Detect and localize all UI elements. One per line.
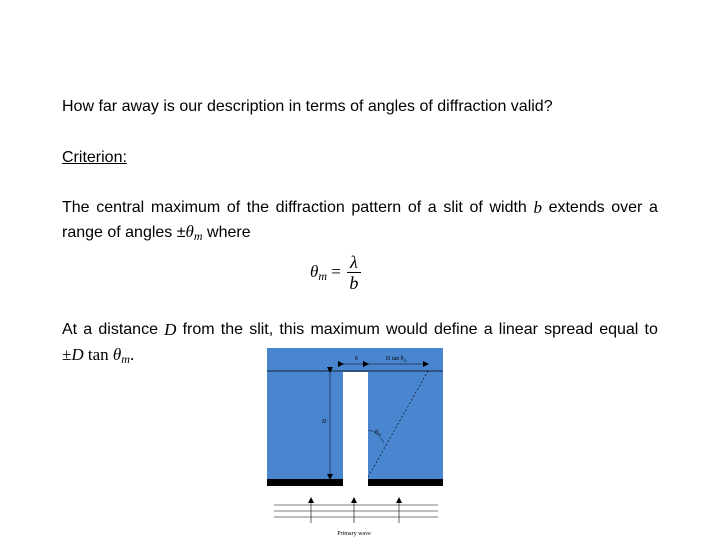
- word: the: [246, 199, 270, 216]
- word: At: [62, 321, 78, 338]
- slit-opening: [343, 372, 368, 486]
- subscript-m: m: [121, 352, 130, 366]
- word: width: [489, 199, 527, 216]
- label-theta: $\theta_m$: [375, 430, 381, 437]
- word: define: [433, 321, 478, 338]
- fraction: [347, 253, 361, 292]
- label-D-tan-theta: D $\tan \theta_m$: [386, 356, 407, 363]
- subscript-m: m: [318, 269, 328, 283]
- caption-primary-wave: Primary wave: [337, 531, 371, 537]
- paragraph-2-line-2: [62, 343, 134, 368]
- theta-symbol: θ: [310, 262, 319, 281]
- word: extends: [548, 199, 605, 216]
- word: pattern: [351, 199, 402, 216]
- word: slit,: [249, 321, 274, 338]
- tan-function: tan: [83, 345, 113, 364]
- word: of: [469, 199, 483, 216]
- barrier-right: [368, 479, 443, 486]
- criterion-heading: Criterion:: [62, 149, 127, 166]
- period: .: [129, 345, 135, 364]
- equation-lhs: [310, 262, 341, 282]
- label-b: b: [355, 356, 358, 362]
- word: the: [220, 321, 244, 338]
- text-fragment: range of angles ±: [62, 224, 186, 241]
- word: central: [96, 199, 145, 216]
- label-D: D: [322, 419, 327, 425]
- word: equal: [599, 321, 639, 338]
- word: distance: [98, 321, 158, 338]
- single-slit-diagram: [266, 347, 446, 540]
- word: diffraction: [275, 199, 345, 216]
- word: a: [483, 321, 493, 338]
- text-fragment: where: [202, 224, 251, 241]
- paragraph-2-line-1: [62, 318, 658, 342]
- word: a: [83, 321, 93, 338]
- theta-symbol: θ: [112, 345, 122, 364]
- denominator-b: b: [349, 272, 359, 293]
- word: over: [611, 199, 643, 216]
- word: a: [427, 199, 437, 216]
- word: The: [62, 199, 90, 216]
- math-variable-D: D: [71, 345, 84, 364]
- word: slit: [443, 199, 463, 216]
- word: maximum: [310, 321, 380, 338]
- word: of: [226, 199, 241, 216]
- paragraph-1-line-1: [62, 196, 658, 220]
- word: spread: [544, 321, 594, 338]
- word: a: [649, 199, 658, 216]
- paragraph-1-line-2: [62, 220, 251, 245]
- word: linear: [498, 321, 538, 338]
- word: to: [644, 321, 658, 338]
- word: maximum: [150, 199, 221, 216]
- plus-minus-sign: ±: [62, 345, 72, 364]
- numerator-lambda: λ: [349, 251, 358, 272]
- math-variable-b: b: [533, 198, 542, 217]
- question-text: How far away is our description in terms of angles of diffraction valid?: [62, 98, 553, 115]
- word: of: [407, 199, 422, 216]
- barrier-left: [267, 479, 343, 486]
- word: would: [385, 321, 428, 338]
- equation-sin-theta: [310, 252, 361, 292]
- subscript-m: m: [193, 229, 203, 243]
- equals-sign: =: [327, 262, 341, 281]
- word: this: [279, 321, 305, 338]
- word: from: [182, 321, 215, 338]
- diagram-svg: [266, 347, 446, 540]
- theta-symbol: θ: [185, 222, 194, 241]
- math-variable-D: D: [164, 320, 177, 339]
